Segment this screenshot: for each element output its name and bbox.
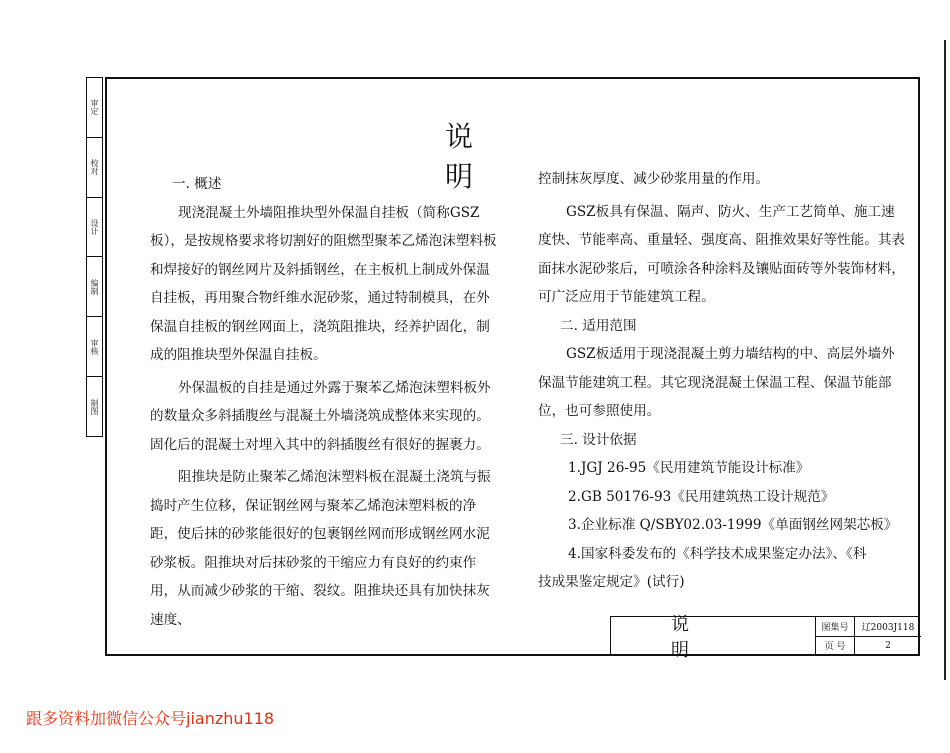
paragraph-overview: 现浇混凝土外墙阻推块型外保温自挂板（简称GSZ板），是按规格要求将切割好的阻燃型聚苯乙烯泡沫塑料板和焊接好的钢丝网片及斜插钢丝，在主板机上制成外保温自挂板，再用聚合物纤维水泥砂浆，通过特制模具，在外保温自挂板的钢丝网面上，浇筑阻推块，经养护固化，制成的阻推块型外保温自挂板。 <box>150 204 497 363</box>
approval-cell: 编制 <box>87 257 102 317</box>
page-edge-line <box>944 40 946 680</box>
atlas-number-row <box>816 617 921 637</box>
page-number-value: 2 <box>885 640 891 651</box>
atlas-number-value: 辽2003J118 <box>861 623 915 633</box>
title-block-name: 说 明 <box>611 617 816 655</box>
reference-item: 3.企业标准 Q/SBY02.03-1999《单面钢丝网架芯板》 <box>568 517 898 533</box>
paragraph-self-hanging: 外保温板的自挂是通过外露于聚苯乙烯泡沫塑料板外的数量众多斜插腹丝与混凝土外墙浇筑成整体来实现的。固化后的混凝土对埋入其中的斜插腹丝有很好的握裹力。 <box>150 379 491 453</box>
footer-note: 跟多资料加微信公众号jianzhu118 <box>26 709 275 728</box>
right-column <box>538 165 908 597</box>
atlas-number-label: 图集号 <box>816 617 855 636</box>
section-heading-scope: 二. 适用范围 <box>560 317 637 334</box>
paragraph-properties: GSZ板具有保温、隔声、防火、生产工艺简单、施工速度快、节能率高、重量轻、强度高、阻推效果好等性能。其表面抹水泥砂浆后，可喷涂各种涂料及镶贴面砖等外装饰材料，可广泛应用于节能建筑工程。 <box>538 203 906 305</box>
reference-item-continued: 技成果鉴定规定》(试行) <box>538 574 685 590</box>
left-column <box>150 170 500 634</box>
approval-cell: 审定 <box>87 78 102 138</box>
approval-cell: 校对 <box>87 138 102 198</box>
reference-item: 2.GB 50176-93《民用建筑热工设计规范》 <box>568 488 835 505</box>
title-block <box>610 614 920 661</box>
approval-cell: 设计 <box>87 198 102 258</box>
page-number-label: 页 号 <box>816 636 855 655</box>
reference-item: 1.JGJ 26-95《民用建筑节能设计标准》 <box>568 460 810 476</box>
paragraph-blocking-continued: 控制抹灰厚度、减少砂浆用量的作用。 <box>538 171 770 187</box>
page-number-row <box>816 636 921 655</box>
approval-cell: 审核 <box>87 317 102 377</box>
page-title: 说 明 <box>445 120 534 193</box>
approval-strip <box>86 77 103 437</box>
paragraph-blocking: 阻推块是防止聚苯乙烯泡沫塑料板在混凝土浇筑与振捣时产生位移，保证钢丝网与聚苯乙烯泡沫塑料板的净距，使后抹的砂浆能很好的包裹钢丝网而形成钢丝网水泥砂浆板。阻推块对后抹砂浆的干缩应力有良好的约束作用，从而减少砂浆的干缩、裂纹。阻推块还具有加快抹灰速度、 <box>150 469 491 628</box>
approval-cell: 制图 <box>90 398 99 415</box>
section-heading-basis: 三. 设计依据 <box>560 431 637 448</box>
section-heading-overview: 一. 概述 <box>172 176 222 192</box>
reference-item: 4.国家科委发布的《科学技术成果鉴定办法》、《科 <box>568 545 867 562</box>
paragraph-scope: GSZ板适用于现浇混凝土剪力墙结构的中、高层外墙外保温节能建筑工程。其它现浇混凝土保温工程、保温节能部位，也可参照使用。 <box>538 346 895 419</box>
